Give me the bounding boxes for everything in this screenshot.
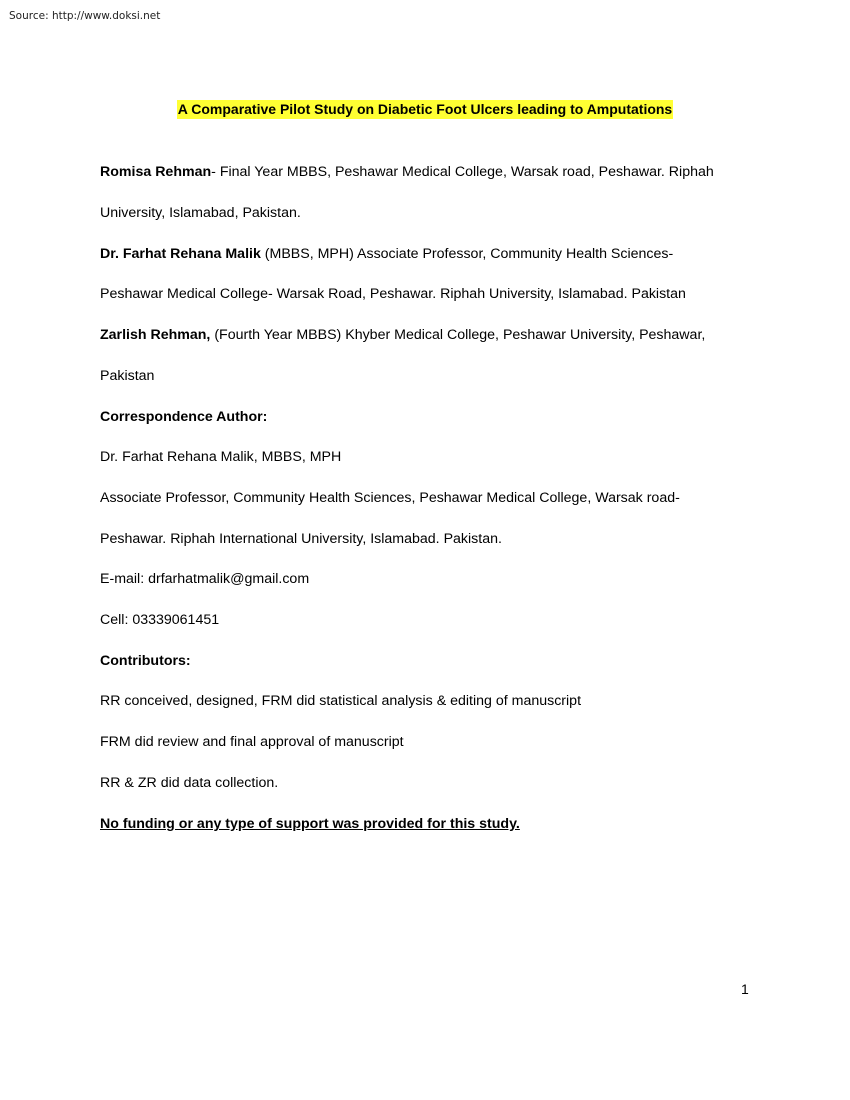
page-number: 1 [741,981,749,997]
author-1-affiliation: - Final Year MBBS, Peshawar Medical College, Warsak road, Peshawar. Riphah [211,164,714,180]
author-2-line-1 [100,245,673,263]
correspondence-heading: Correspondence Author: [100,409,268,425]
contributor-item: RR conceived, designed, FRM did statistical analysis & editing of manuscript [100,693,582,709]
contributor-item: RR & ZR did data collection. [100,775,279,791]
author-3-line-2: Pakistan [100,368,155,384]
correspondence-cell: Cell: 03339061451 [100,612,220,628]
author-2-line-2: Peshawar Medical College- Warsak Road, Peshawar. Riphah University, Islamabad. Pakistan [100,286,686,302]
correspondence-email: E-mail: drfarhatmalik@gmail.com [100,571,310,587]
contributors-heading: Contributors: [100,653,191,669]
author-3-name: Zarlish Rehman, [100,327,211,343]
correspondence-address-2: Peshawar. Riphah International University, Islamabad. Pakistan. [100,531,502,547]
author-2-affiliation: (MBBS, MPH) Associate Professor, Community Health Sciences- [260,246,674,262]
contributor-item: FRM did review and final approval of manuscript [100,734,404,750]
funding-statement: No funding or any type of support was provided for this study. [100,816,520,832]
title-container [0,100,850,119]
author-1-line-2: University, Islamabad, Pakistan. [100,205,301,221]
author-3-line-1 [100,326,705,344]
correspondence-address-1: Associate Professor, Community Health Sciences, Peshawar Medical College, Warsak road- [100,490,680,506]
author-1-name: Romisa Rehman [100,164,212,180]
author-1-line-1 [100,163,714,181]
author-3-affiliation: (Fourth Year MBBS) Khyber Medical College, Peshawar University, Peshawar, [210,327,706,343]
author-2-name: Dr. Farhat Rehana Malik [100,246,261,262]
source-url: Source: http://www.doksi.net [9,10,161,22]
correspondence-name: Dr. Farhat Rehana Malik, MBBS, MPH [100,449,342,465]
paper-title: A Comparative Pilot Study on Diabetic Foot Ulcers leading to Amputations [177,101,673,117]
